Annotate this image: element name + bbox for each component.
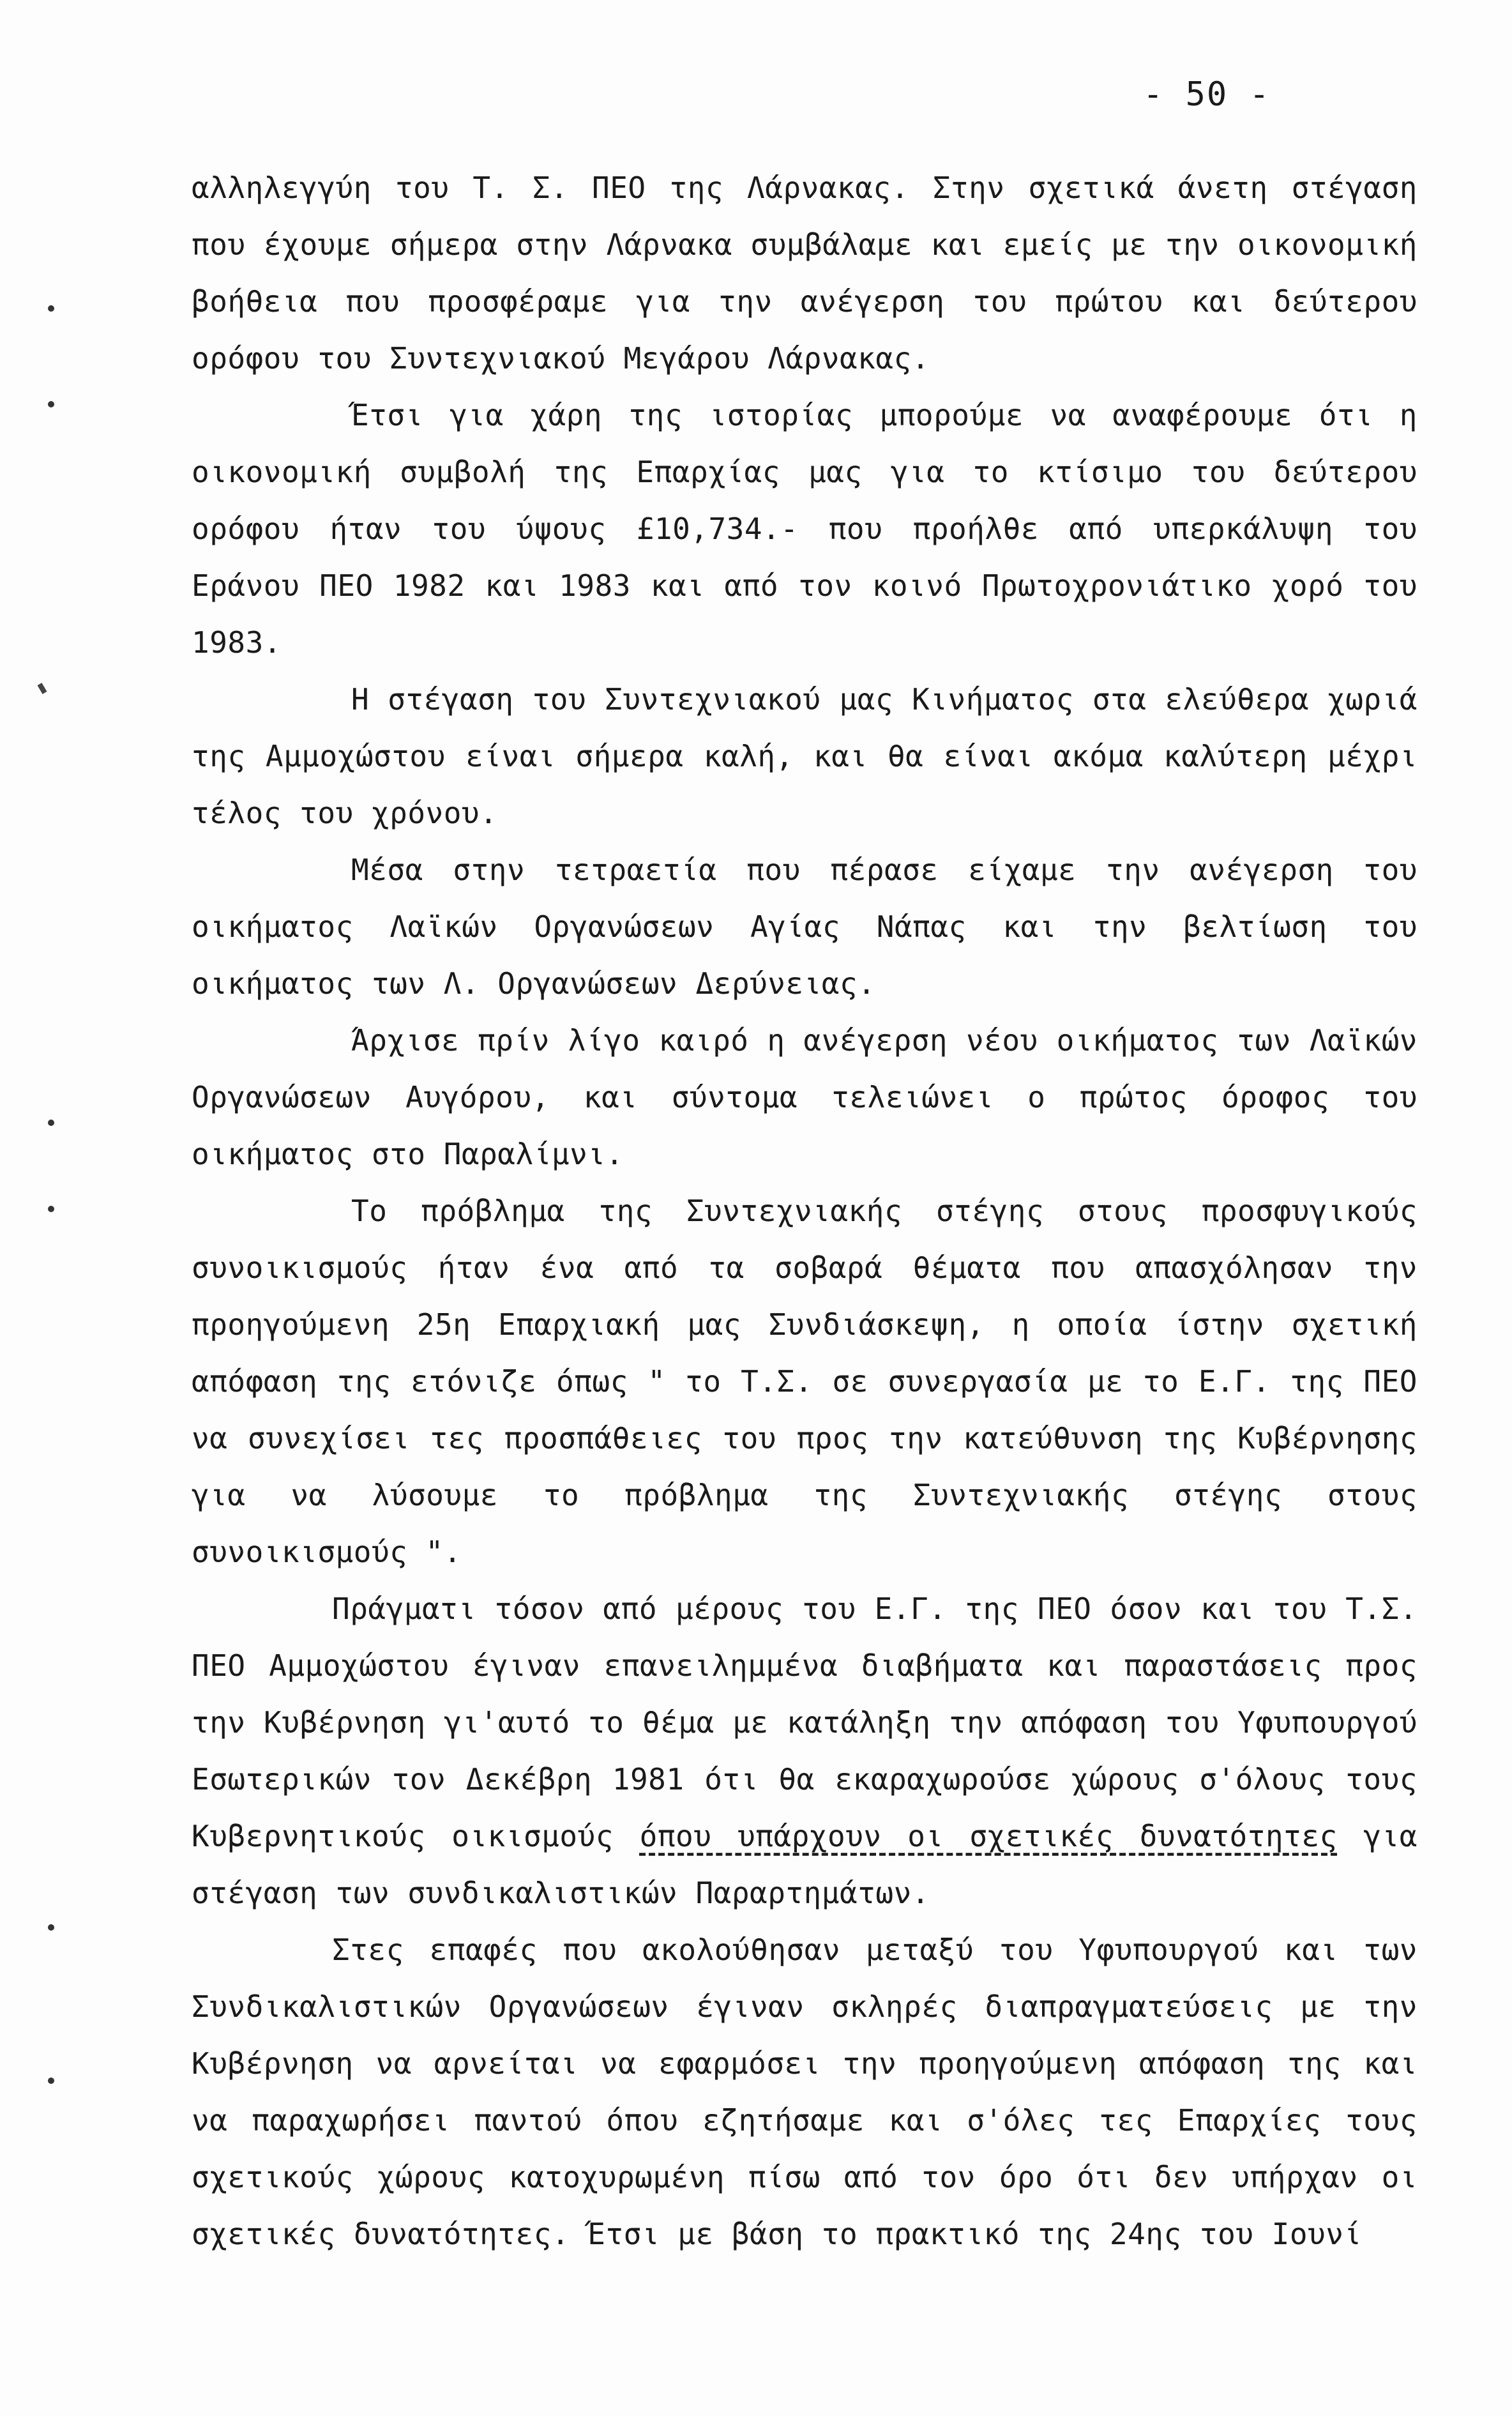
paragraph-7-text: Πράγματι τόσον από μέρους του Ε.Γ. της ΠΕΟ όσον και του Τ.Σ. ΠΕΟ Αμμοχώστου έγιναν επανειλημμένα διαβήματα και παραστάσεις προς την Κυβέρνηση γι'αυτό το θέμα με κατάληξη την απόφαση του Υφυπουργού Εσωτερικών τον Δεκέβρη 1981 ότι θα εκαραχωρούσε χώρους σ'όλους τους Κυβερνητικούς οικισμούς: [192, 1592, 1418, 1853]
margin-mark: [48, 1120, 54, 1126]
paragraph-7: [192, 1581, 1418, 1922]
paragraph-5: Άρχισε πρίν λίγο καιρό η ανέγερση νέου οικήματος των Λαϊκών Οργανώσεων Αυγόρου, και σύντομα τελειώνει ο πρώτος όροφος του οικήματος στο Παραλίμνι.: [192, 1023, 1418, 1171]
margin-mark: [38, 683, 47, 694]
paragraph-7-end: για στέγαση των συνδικαλιστικών Παραρτημάτων.: [192, 1819, 1418, 1910]
paragraph-3: Η στέγαση του Συντεχνιακού μας Κινήματος στα ελεύθερα χωριά της Αμμοχώστου είναι σήμερα καλή, και θα είναι ακόμα καλύτερη μέχρι τέλος του χρόνου.: [192, 682, 1418, 830]
body-text: [192, 160, 1418, 2263]
margin-mark: [48, 1206, 54, 1212]
underlined-phrase: όπου υπάρχουν οι σχετικές δυνατότητες: [639, 1819, 1338, 1853]
paragraph-8: Στες επαφές που ακολούθησαν μεταξύ του Υφυπουργού και των Συνδικαλιστικών Οργανώσεων έγιναν σκληρές διαπραγματεύσεις με την Κυβέρνηση να αρνείται να εφαρμόσει την προηγούμενη απόφαση της και να παραχωρήσει παντού όπου εζητήσαμε και σ'όλες τες Επαρχίες τους σχετικούς χώρους κατοχυρωμένη πίσω από τον όρο ότι δεν υπήρχαν οι σχετικές δυνατότητες. Έτσι με βάση το πρακτικό της 24ης του Ιουνί: [192, 1933, 1418, 2251]
margin-mark: [48, 305, 54, 312]
margin-mark: [48, 1924, 54, 1931]
paragraph-6: Το πρόβλημα της Συντεχνιακής στέγης στους προσφυγικούς συνοικισμούς ήταν ένα από τα σοβαρά θέματα που απασχόλησαν την προηγούμενη 25η Επαρχιακή μας Συνδιάσκεψη, η οποία ίστην σχετική απόφαση της ετόνιζε όπως " το Τ.Σ. σε συνεργασία με το Ε.Γ. της ΠΕΟ να συνεχίσει τες προσπάθειες του προς την κατεύθυνση της Κυβέρνησης για να λύσουμε το πρόβλημα της Συντεχνιακής στέγης στους συνοικισμούς ".: [192, 1194, 1418, 1569]
margin-mark: [48, 2078, 54, 2084]
page-number: - 50 -: [1143, 75, 1271, 114]
paragraph-2: Έτσι για χάρη της ιστορίας μπορούμε να αναφέρουμε ότι η οικονομική συμβολή της Επαρχίας μας για το κτίσιμο του δεύτερου ορόφου ήταν του ύψους £10,734.- που προήλθε από υπερκάλυψη του Εράνου ΠΕΟ 1982 και 1983 και από τον κοινό Πρωτοχρονιάτικο χορό του 1983.: [192, 398, 1418, 660]
paragraph-4: Μέσα στην τετραετία που πέρασε είχαμε την ανέγερση του οικήματος Λαϊκών Οργανώσεων Αγίας Νάπας και την βελτίωση του οικήματος των Λ. Οργανώσεων Δερύνειας.: [192, 853, 1418, 1001]
margin-mark: [48, 401, 54, 407]
paragraph-1: αλληλεγγύη του Τ. Σ. ΠΕΟ της Λάρνακας. Στην σχετικά άνετη στέγαση που έχουμε σήμερα στην Λάρνακα συμβάλαμε και εμείς με την οικονομική βοήθεια που προσφέραμε για την ανέγερση του πρώτου και δεύτερου ορόφου του Συντεχνιακού Μεγάρου Λάρνακας.: [192, 171, 1418, 376]
